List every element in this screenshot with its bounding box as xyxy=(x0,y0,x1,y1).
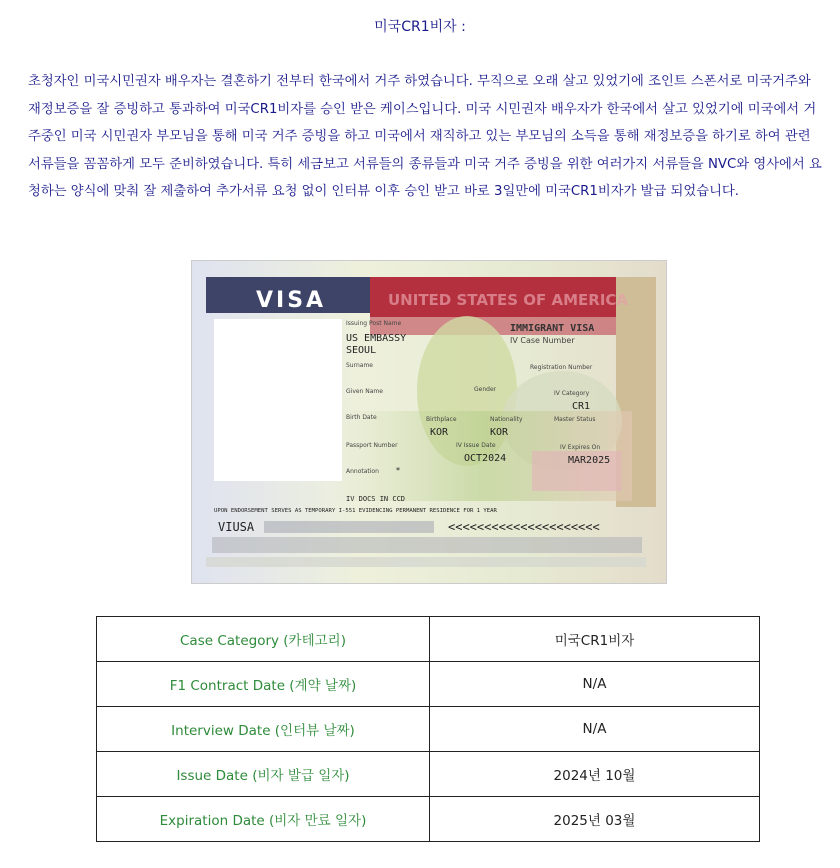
row-label: Issue Date (비자 발급 일자) xyxy=(97,752,430,797)
row-label: Case Category (카테고리) xyxy=(97,617,430,662)
visa-word: VISA xyxy=(256,288,327,313)
nationality-label: Nationality xyxy=(490,416,523,423)
mrz-redaction-1 xyxy=(264,521,434,533)
row-value: 미국CR1비자 xyxy=(430,617,760,662)
birthplace-label: Birthplace xyxy=(426,416,457,423)
master-status-label: Master Status xyxy=(554,416,596,423)
mrz-redaction-2 xyxy=(212,537,642,553)
issue-date-label: IV Issue Date xyxy=(456,442,496,449)
visa-info-table xyxy=(96,616,760,842)
category-value: CR1 xyxy=(572,401,591,412)
photo-placeholder xyxy=(214,319,342,481)
given-name-label: Given Name xyxy=(346,388,383,395)
visa-type: IMMIGRANT VISA xyxy=(510,323,595,334)
surname-label: Surname xyxy=(346,362,373,369)
birthplace-value: KOR xyxy=(430,427,449,438)
birth-date-label: Birth Date xyxy=(346,414,377,421)
visa-header-text: UNITED STATES OF AMERICA xyxy=(388,291,629,309)
visa-image xyxy=(191,260,667,584)
table-row xyxy=(97,617,760,662)
issue-date-value: OCT2024 xyxy=(464,453,507,464)
row-value: N/A xyxy=(430,662,760,707)
case-number-label: IV Case Number xyxy=(510,336,575,345)
passport-label: Passport Number xyxy=(346,442,398,449)
intro-paragraph: 초청자인 미국시민권자 배우자는 결혼하기 전부터 한국에서 거주 하였습니다. 무직으로 오래 살고 있었기에 조인트 스폰서로 미국거주와 재정보증을 잘 증빙하고 통과하여 미국CR1비자를 승인 받은 케이스입니다. 미국 시민권자 배우자가 한국에서 살고 있었기에 미국에서 거주중인 미국 시민권자 부모님을 통해 미국 거주 증빙을 하고 미국에서 재직하고 있는 부모님의 소득을 통해 재정보증을 하기로 하여 관련 서류들을 꼼꼼하게 모두 준비하였습니다. 특히 세금보고 서류들의 종류들과 미국 거주 증빙을 위한 여러가지 서류들을 NVC와 영사에서 요청하는 양식에 맞춰 잘 제출하여 추가서류 요청 없이 인터뷰 이후 승인 받고 바로 3일만에 미국CR1비자가 발급 되었습니다. xyxy=(28,74,822,199)
annotation-label: Annotation xyxy=(346,468,379,475)
row-value: 2024년 10월 xyxy=(430,752,760,797)
gender-label: Gender xyxy=(474,386,497,393)
row-value: N/A xyxy=(430,707,760,752)
table-row xyxy=(97,662,760,707)
issuing-post-label: Issuing Post Name xyxy=(346,320,402,327)
row-value: 2025년 03월 xyxy=(430,797,760,842)
endorsement-line: UPON ENDORSEMENT SERVES AS TEMPORARY I-551 EVIDENCING PERMANENT RESIDENCE FOR 1 YEAR xyxy=(214,508,497,514)
expires-label: IV Expires On xyxy=(560,444,601,451)
annotation-value: * xyxy=(396,466,400,475)
issuing-post-line1: US EMBASSY xyxy=(346,333,407,344)
issuing-post-line2: SEOUL xyxy=(346,345,377,356)
nationality-value: KOR xyxy=(490,427,509,438)
expires-value: MAR2025 xyxy=(568,455,611,466)
table-row xyxy=(97,707,760,752)
category-label: IV Category xyxy=(554,390,590,397)
page-title: 미국CR1비자 : xyxy=(374,19,466,35)
row-label: Expiration Date (비자 만료 일자) xyxy=(97,797,430,842)
registration-label: Registration Number xyxy=(530,364,593,371)
row-label: Interview Date (인터뷰 날짜) xyxy=(97,707,430,752)
row-label: F1 Contract Date (계약 날짜) xyxy=(97,662,430,707)
mrz-fillers: <<<<<<<<<<<<<<<<<<<<< xyxy=(448,520,600,534)
table-row xyxy=(97,752,760,797)
table-row xyxy=(97,797,760,842)
docs-line: IV DOCS IN CCD xyxy=(346,495,406,503)
mrz-start: VIUSA xyxy=(218,520,255,534)
